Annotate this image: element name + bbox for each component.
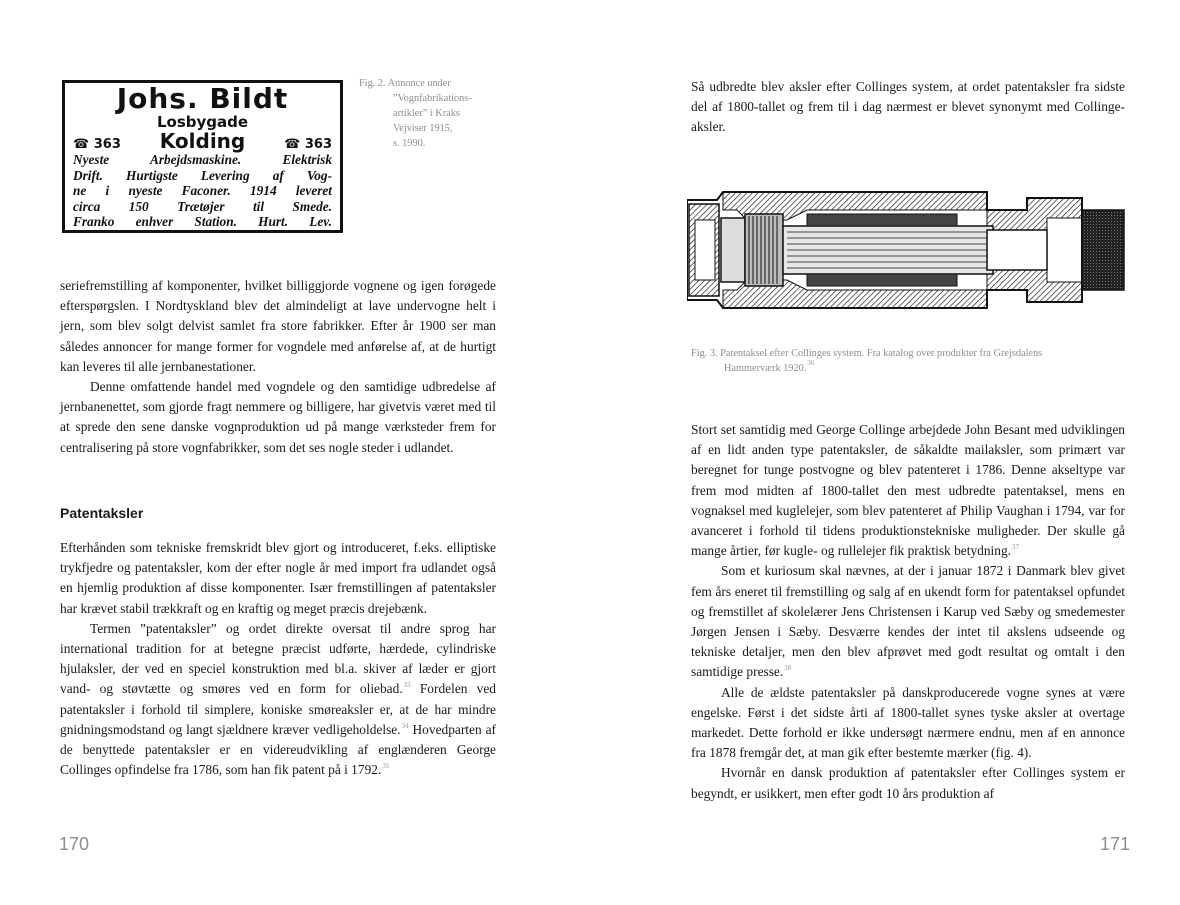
ad-phone-left: ☎ 363 — [73, 137, 121, 152]
footnote-ref[interactable]: 35 — [382, 762, 390, 771]
right-page — [590, 0, 1180, 905]
ad-city-row — [65, 131, 340, 152]
figure-2-caption: Fig. 2. Annonce under ”Vognfabrikations- artikler” i Kraks Vejviser 1915, s. 1990. — [359, 78, 472, 149]
left-text-block-2 — [60, 538, 496, 780]
page-number: 171 — [1100, 834, 1131, 854]
footnote-ref[interactable]: 38 — [784, 664, 792, 673]
telephone-icon: ☎ — [73, 137, 90, 152]
paragraph: Som et kuriosum skal nævnes, at der i januar 1872 i Danmark blev givet fem års eneret til fremstilling og salg af en ukendt form for patentaksel opfundet og fremstillet af skolelærer Jens Christensen i Karup ved Sæby og smedemester Jørgen Jensen i Sæby. Desværre kendes der intet til akslens udseende og tekniske detaljer, men den blev afprøvet med godt resultat og omtalt i den samtidige presse.$^{38}$ — [691, 563, 1125, 680]
ad-city: Kolding — [159, 129, 246, 153]
paragraph: Denne omfattende handel med vogndele og den samtidige udbredelse af jernbanenettet, som gjorde fragt nemmere og billigere, har givetvis været med til at sprede den sene danske vognproduktion ud på mange værksteder frem for centralisering på store vognfabrikker, som det ses nogle steder i udlandet. — [60, 379, 496, 455]
paragraph: Alle de ældste patentaksler på danskproducerede vogne synes at være engelske. Først i det sidste årti af 1800-tallet synes tyske aksler at overtage markedet. Dette forhold er ikke undersøgt nærmere endnu, men af en annonce fra 1878 fremgår det, at man gik efter bestemte mærker (fig. 4). — [691, 684, 1125, 761]
footnote-ref[interactable]: 33 — [403, 681, 411, 690]
ad-body — [65, 152, 340, 230]
paragraph: Termen ”patentaksler” og ordet direkte oversat til andre sprog har international tradition for at betegne præcist udførte, hærdede, cylindriske hjulaksler, der ved en speciel konstruktion med bl.a. skiver af læder er gjort vand- og støvtætte og smøres ved en form for oliebad.$^{33}$ Fordelen ved patentaksler i forhold til simplere, koniske smøreaksler er, at de har mindre gnidningsmodstand og langt sjældnere kræver vedligeholdelse.$^{34}$ Hovedparten af de benyttede patentaksler er en videreudvikling af englænderen George Collinges opfindelse fra 1786, som han fik patent på i 1792.35 — [60, 620, 496, 778]
ad-name: Johs. Bildt — [116, 82, 289, 115]
paragraph: Efterhånden som tekniske fremskridt blev gjort og introduceret, f.eks. elliptiske trykfjedre og patentaksler, kom der efter nogle år med import fra udlandet også en hjemlig produktion af disse komponenter. Især fremstillingen af patentaksler har krævet stabil trækkraft og en kraftig og meget præcis drejebænk. — [60, 540, 496, 616]
ad-phone-right: ☎ 363 — [284, 137, 332, 152]
page-number: 170 — [59, 834, 90, 854]
ad-line: circa 150 Trætøjer til Smede. — [73, 198, 332, 214]
ad-line: Drift. Hurtigste Levering af Vog- — [73, 167, 332, 183]
footnote-ref[interactable]: 37 — [1012, 543, 1019, 552]
ad-street: Losbygade — [156, 113, 249, 131]
right-text-block-2 — [691, 420, 1125, 804]
right-text-block-1 — [691, 77, 1125, 138]
left-text-block-1 — [60, 276, 496, 458]
figure-3-caption: Fig. 3. Patentaksel efter Collinges system. Fra katalog over produkter fra Grejsdalens Hammerværk 1920.36 — [691, 348, 1043, 374]
footnote-ref[interactable]: 34 — [401, 721, 409, 730]
section-heading: Patentaksler — [60, 505, 144, 521]
paragraph: Hvornår en dansk produktion af patentaksler efter Collinges system er begyndt, er usikkert, men efter godt 10 års produktion af — [691, 765, 1125, 801]
footnote-ref[interactable]: 36 — [807, 359, 815, 367]
ad-line: ne i nyeste Faconer. 1914 leveret — [73, 183, 332, 198]
patent-axle-drawing — [687, 190, 1125, 330]
paragraph: Så udbredte blev aksler efter Collinges system, at ordet patentaksler fra sidste del af 1800-tallet og frem til i dag nærmest er blevet synonymt med Collinge-aksler. — [691, 79, 1125, 135]
ad-line: Nyeste Arbejdsmaskine. Elektrisk — [73, 152, 332, 167]
ad-line: Franko enhver Station. Hurt. Lev. — [73, 214, 332, 229]
telephone-icon: ☎ — [284, 137, 301, 152]
advertisement-image — [62, 80, 343, 233]
paragraph: seriefremstilling af komponenter, hvilket billiggjorde vognene og igen forøgede efterspørgslen. I Nordtyskland blev det almindeligt at lave undervogne helt i jern, som blev solgt delvist samlet fra store fabrikker. Efter år 1900 ser man således annoncer for mange former for vogndele med anførelse af, at de hurtigt kan leveres til alle jernbanestationer. — [60, 278, 496, 374]
paragraph: Stort set samtidig med George Collinge arbejdede John Besant med udviklingen af en lidt anden type patentaksler, de såkaldte mailaksler, som primært var beregnet for tunge postvogne og blev patenteret i 1786. Denne akseltype var frem mod midten af 1800-tallet den mest udbredte patentaksel, mens en vognaksel med kuglelejer, som blev patenteret af Philip Vaughan i 1794, var for avanceret i forhold til tidens produktionstekniske muligheder. Der skulle gå mange årtier, før kugle- og rullelejer fik praktisk betydning.$^{37}$ — [691, 422, 1125, 559]
